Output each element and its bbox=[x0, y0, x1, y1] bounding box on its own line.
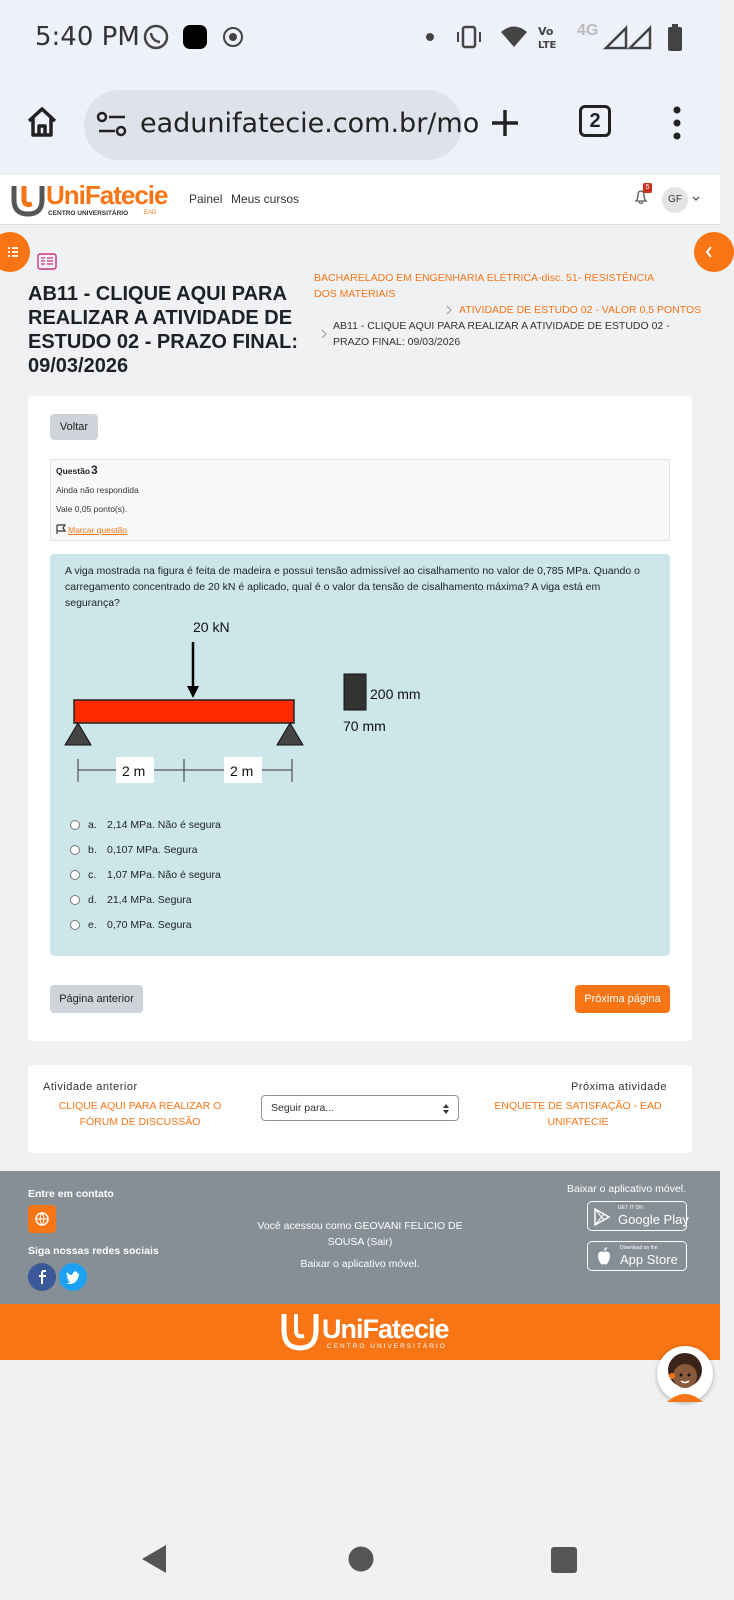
nav-dashboard[interactable]: Painel bbox=[189, 192, 223, 206]
chat-assistant-button[interactable] bbox=[657, 1346, 713, 1402]
span-right-label: 2 m bbox=[230, 763, 254, 779]
app-store-text: App Store bbox=[620, 1252, 678, 1267]
app-store-small-text: Download on the bbox=[620, 1245, 658, 1251]
span-left-label: 2 m bbox=[122, 763, 146, 779]
figure-load-label: 20 kN bbox=[193, 619, 230, 635]
user-avatar[interactable]: GF bbox=[662, 187, 688, 213]
option-text: 21,4 MPa. Segura bbox=[107, 894, 192, 906]
mobile-app-heading: Baixar o aplicativo móvel. bbox=[567, 1183, 687, 1195]
app-notification-icon bbox=[182, 24, 208, 50]
contact-button[interactable] bbox=[28, 1205, 56, 1233]
previous-activity-link[interactable]: CLIQUE AQUI PARA REALIZAR O FÓRUM DE DISCUSSÃO bbox=[58, 1100, 222, 1128]
previous-page-button[interactable]: Página anterior bbox=[50, 985, 143, 1013]
select-arrows-icon bbox=[442, 1103, 450, 1115]
beam-shape bbox=[74, 700, 294, 723]
chevron-right-icon bbox=[446, 305, 452, 315]
twitter-icon bbox=[66, 1271, 80, 1283]
url-text[interactable]: eadunifatecie.com.br/mo bbox=[140, 108, 480, 139]
block-drawer-toggle[interactable] bbox=[694, 232, 734, 272]
google-play-icon bbox=[594, 1208, 610, 1226]
tab-switcher-button[interactable]: 2 bbox=[579, 105, 611, 137]
social-heading: Siga nossas redes sociais bbox=[28, 1245, 159, 1257]
svg-text:Vo: Vo bbox=[538, 25, 554, 38]
question-status: Ainda não respondida bbox=[56, 485, 139, 495]
height-label: 200 mm bbox=[370, 686, 421, 702]
logged-in-text bbox=[252, 1218, 468, 1250]
volte-icon bbox=[538, 24, 566, 50]
answer-option[interactable]: e. 0,70 MPa. Segura bbox=[70, 919, 192, 931]
question-points: Vale 0,05 ponto(s). bbox=[56, 504, 128, 514]
cross-section-figure bbox=[334, 672, 444, 742]
status-bar bbox=[0, 0, 720, 78]
question-info bbox=[50, 459, 670, 541]
app-store-button[interactable] bbox=[587, 1241, 687, 1271]
answer-option[interactable]: b. 0,107 MPa. Segura bbox=[70, 844, 197, 856]
status-time: 5:40 PM bbox=[35, 22, 140, 52]
page-title: AB11 - CLIQUE AQUI PARA REALIZAR A ATIVIDADE DE ESTUDO 02 - PRAZO FINAL: 09/03/2026 bbox=[28, 283, 299, 377]
battery-icon bbox=[667, 24, 683, 52]
logo-text: UniFatecie bbox=[46, 180, 168, 210]
answer-option[interactable]: a. 2,14 MPa. Não é segura bbox=[70, 819, 221, 831]
facebook-button[interactable] bbox=[28, 1263, 56, 1291]
radio-button[interactable] bbox=[70, 845, 80, 855]
option-text: 0,107 MPa. Segura bbox=[107, 844, 198, 856]
notification-badge: 5 bbox=[643, 183, 652, 193]
android-recents-icon[interactable] bbox=[550, 1546, 578, 1574]
contact-heading: Entre em contato bbox=[28, 1188, 114, 1200]
next-page-button[interactable]: Próxima página bbox=[575, 985, 670, 1013]
assistant-avatar-icon bbox=[657, 1346, 713, 1402]
answer-option[interactable]: d. 21,4 MPa. Segura bbox=[70, 894, 192, 906]
google-play-button[interactable] bbox=[587, 1201, 687, 1231]
facebook-icon bbox=[37, 1270, 47, 1284]
apple-icon bbox=[596, 1247, 612, 1266]
question-label: Questão bbox=[56, 466, 91, 476]
radio-button[interactable] bbox=[70, 870, 80, 880]
whatsapp-icon bbox=[143, 24, 169, 50]
jump-to-select[interactable] bbox=[261, 1095, 459, 1121]
question-number: 3 bbox=[91, 463, 98, 477]
option-text: 1,07 MPa. Não é segura bbox=[107, 869, 221, 881]
flag-icon[interactable] bbox=[56, 524, 67, 535]
mobile-app-link-center[interactable]: Baixar o aplicativo móvel. bbox=[300, 1258, 420, 1270]
previous-activity-heading: Atividade anterior bbox=[43, 1081, 138, 1093]
footer-logo-text: UniFatecie bbox=[322, 1314, 449, 1344]
footer-brand-band bbox=[0, 1304, 720, 1360]
list-icon bbox=[7, 246, 19, 258]
breadcrumb-current: AB11 - CLIQUE AQUI PARA REALIZAR A ATIVIDADE DE ESTUDO 02 - PRAZO FINAL: 09/03/2026 bbox=[333, 320, 670, 348]
globe-icon bbox=[35, 1212, 49, 1226]
site-navbar bbox=[0, 175, 720, 225]
right-support bbox=[277, 723, 303, 745]
browser-toolbar bbox=[0, 78, 720, 174]
logged-in-user: Você acessou como GEOVANI FELICIO DE SOUSA bbox=[257, 1220, 463, 1248]
android-back-icon[interactable] bbox=[138, 1543, 168, 1575]
home-icon[interactable] bbox=[26, 106, 58, 138]
network-type: 4G bbox=[577, 22, 599, 39]
activity-navigation bbox=[28, 1065, 692, 1153]
new-tab-icon[interactable] bbox=[490, 108, 520, 138]
breadcrumb-section[interactable]: ATIVIDADE DE ESTUDO 02 - VALOR 0,5 PONTOS bbox=[459, 304, 702, 316]
radio-button[interactable] bbox=[70, 820, 80, 830]
chevron-down-icon[interactable] bbox=[692, 196, 700, 202]
radio-button[interactable] bbox=[70, 920, 80, 930]
record-icon bbox=[222, 24, 244, 50]
chevron-left-icon bbox=[704, 245, 714, 259]
radio-button[interactable] bbox=[70, 895, 80, 905]
left-support bbox=[65, 723, 91, 745]
question-content bbox=[50, 554, 670, 956]
footer-logo-mark-icon bbox=[280, 1310, 320, 1354]
logout-link[interactable]: (Sair) bbox=[366, 1236, 393, 1248]
logo-subtitle: CENTRO UNIVERSITÁRIO bbox=[48, 210, 129, 217]
answer-option[interactable]: c. 1,07 MPa. Não é segura bbox=[70, 869, 221, 881]
google-play-small-text: GET IT ON bbox=[618, 1205, 643, 1211]
svg-text:LTE: LTE bbox=[538, 40, 557, 51]
cross-section-shape bbox=[344, 674, 366, 710]
question-text: A viga mostrada na figura é feita de madeira e possui tensão admissível ao cisalhamento no valor de 0,785 MPa. Quando o carregamento concentrado de 20 kN é aplicado, qual é o valor da tensão de cisalhamento máxima? A viga está em segurança? bbox=[65, 565, 640, 609]
vibrate-icon bbox=[455, 24, 483, 50]
twitter-button[interactable] bbox=[59, 1263, 87, 1291]
logo-mark-icon bbox=[10, 182, 46, 218]
logo-suffix: EAD bbox=[144, 210, 157, 216]
flag-question-link[interactable]: Marcar questão bbox=[68, 525, 128, 535]
signal-icon bbox=[604, 24, 652, 50]
option-text: 2,14 MPa. Não é segura bbox=[107, 819, 221, 831]
next-activity-heading: Próxima atividade bbox=[571, 1081, 667, 1093]
site-footer bbox=[0, 1171, 720, 1304]
wifi-icon bbox=[500, 24, 528, 50]
back-button[interactable]: Voltar bbox=[50, 414, 98, 440]
next-activity-link[interactable]: ENQUETE DE SATISFAÇÃO - EAD UNIFATECIE bbox=[494, 1100, 662, 1128]
quiz-icon bbox=[37, 253, 57, 271]
more-menu-icon[interactable] bbox=[670, 106, 684, 140]
chevron-right-icon bbox=[321, 329, 327, 339]
google-play-text: Google Play bbox=[618, 1212, 689, 1227]
width-label: 70 mm bbox=[343, 718, 386, 734]
jump-to-select-value: Seguir para... bbox=[271, 1102, 335, 1114]
site-settings-icon[interactable] bbox=[97, 110, 127, 138]
option-text: 0,70 MPa. Segura bbox=[107, 919, 192, 931]
nav-my-courses[interactable]: Meus cursos bbox=[231, 192, 300, 206]
dot-icon bbox=[424, 24, 436, 50]
footer-logo-subtitle: CENTRO UNIVERSITÁRIO bbox=[327, 1343, 447, 1350]
breadcrumb-course[interactable]: BACHARELADO EM ENGENHARIA ELÉTRICA-disc. 51- RESISTÊNCIA DOS MATERIAIS bbox=[314, 272, 654, 300]
android-home-icon[interactable] bbox=[347, 1545, 375, 1573]
